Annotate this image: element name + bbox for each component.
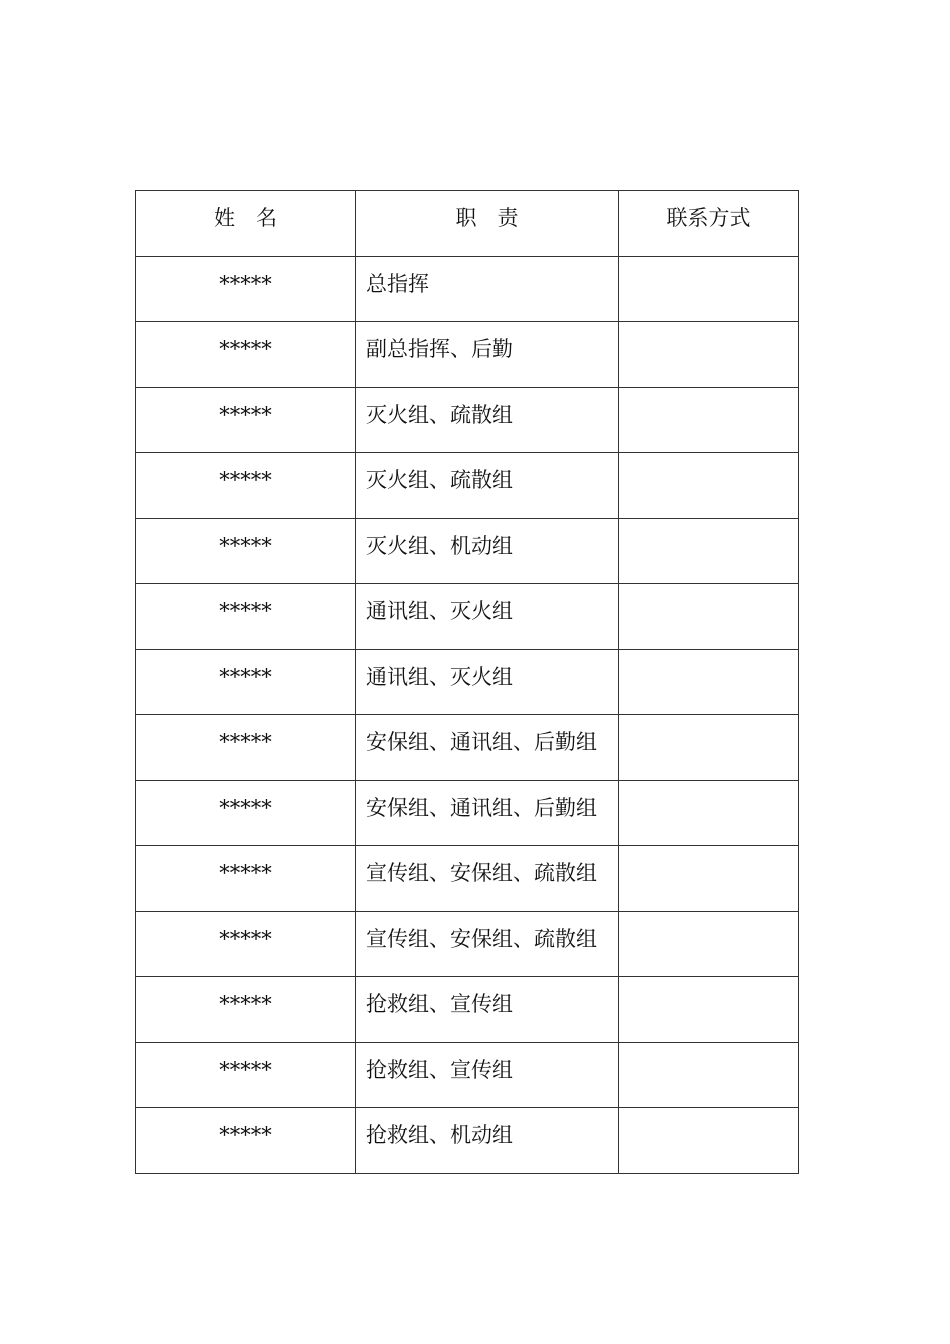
contact-cell bbox=[619, 518, 799, 584]
name-value: ***** bbox=[219, 861, 272, 885]
contact-cell bbox=[619, 846, 799, 912]
name-value: ***** bbox=[219, 271, 272, 296]
name-value: ***** bbox=[219, 468, 272, 492]
table-row bbox=[136, 1042, 799, 1108]
table-row bbox=[136, 256, 799, 322]
name-value: ***** bbox=[219, 664, 272, 689]
duty-value: 通讯组、灭火组 bbox=[366, 664, 513, 689]
contact-cell bbox=[619, 977, 799, 1043]
table-row bbox=[136, 715, 799, 781]
header-contact bbox=[619, 191, 799, 257]
name-value: ***** bbox=[219, 402, 272, 427]
contact-value bbox=[619, 1108, 798, 1122]
contact-value bbox=[619, 322, 798, 336]
contact-cell bbox=[619, 387, 799, 453]
duty-cell bbox=[356, 846, 619, 912]
contact-cell bbox=[619, 715, 799, 781]
name-value: ***** bbox=[219, 337, 272, 361]
name-value: ***** bbox=[219, 1123, 272, 1147]
duty-value: 灭火组、疏散组 bbox=[366, 468, 513, 492]
table-row bbox=[136, 911, 799, 977]
name-value: ***** bbox=[219, 533, 272, 558]
name-cell bbox=[136, 1042, 356, 1108]
name-cell bbox=[136, 780, 356, 846]
contact-value bbox=[619, 257, 798, 271]
name-value: ***** bbox=[219, 926, 272, 951]
table-row bbox=[136, 518, 799, 584]
contact-value bbox=[619, 584, 798, 598]
name-cell bbox=[136, 518, 356, 584]
header-name-label: 姓 名 bbox=[214, 206, 277, 230]
name-cell bbox=[136, 387, 356, 453]
duty-value: 安保组、通讯组、后勤组 bbox=[366, 795, 597, 820]
duty-cell bbox=[356, 977, 619, 1043]
table-row bbox=[136, 649, 799, 715]
duty-cell bbox=[356, 322, 619, 388]
duty-cell bbox=[356, 715, 619, 781]
contact-cell bbox=[619, 322, 799, 388]
duty-cell bbox=[356, 518, 619, 584]
contact-value bbox=[619, 650, 798, 664]
contact-value bbox=[619, 453, 798, 467]
duty-value: 灭火组、疏散组 bbox=[366, 402, 513, 427]
duty-cell bbox=[356, 584, 619, 650]
name-cell bbox=[136, 322, 356, 388]
contact-cell bbox=[619, 911, 799, 977]
duty-value: 抢救组、宣传组 bbox=[366, 1057, 513, 1082]
duty-value: 宣传组、安保组、疏散组 bbox=[366, 926, 597, 951]
duty-cell bbox=[356, 256, 619, 322]
duty-value: 安保组、通讯组、后勤组 bbox=[366, 730, 597, 754]
table-row bbox=[136, 322, 799, 388]
table-row bbox=[136, 453, 799, 519]
table-row bbox=[136, 780, 799, 846]
duty-cell bbox=[356, 1108, 619, 1174]
duty-cell bbox=[356, 1042, 619, 1108]
duty-cell bbox=[356, 780, 619, 846]
table-body bbox=[136, 256, 799, 1173]
name-cell bbox=[136, 1108, 356, 1174]
name-cell bbox=[136, 715, 356, 781]
contact-cell bbox=[619, 453, 799, 519]
contact-value bbox=[619, 846, 798, 860]
header-duty bbox=[356, 191, 619, 257]
contact-value bbox=[619, 388, 798, 402]
name-value: ***** bbox=[219, 992, 272, 1016]
name-cell bbox=[136, 584, 356, 650]
duty-value: 总指挥 bbox=[366, 271, 429, 296]
contact-cell bbox=[619, 1042, 799, 1108]
name-value: ***** bbox=[219, 795, 272, 820]
header-name bbox=[136, 191, 356, 257]
name-cell bbox=[136, 453, 356, 519]
table-row bbox=[136, 387, 799, 453]
contact-cell bbox=[619, 256, 799, 322]
name-value: ***** bbox=[219, 1057, 272, 1082]
duty-cell bbox=[356, 649, 619, 715]
header-contact-label: 联系方式 bbox=[666, 206, 751, 230]
contact-cell bbox=[619, 1108, 799, 1174]
table-row bbox=[136, 1108, 799, 1174]
duty-value: 灭火组、机动组 bbox=[366, 533, 513, 558]
name-cell bbox=[136, 911, 356, 977]
name-cell bbox=[136, 846, 356, 912]
duty-value: 抢救组、机动组 bbox=[366, 1123, 513, 1147]
contact-value bbox=[619, 977, 798, 991]
contact-cell bbox=[619, 780, 799, 846]
table-row bbox=[136, 584, 799, 650]
name-cell bbox=[136, 977, 356, 1043]
duty-value: 通讯组、灭火组 bbox=[366, 599, 513, 623]
contact-cell bbox=[619, 649, 799, 715]
table-row bbox=[136, 846, 799, 912]
contact-value bbox=[619, 1043, 798, 1057]
duty-roster-table bbox=[135, 190, 799, 1174]
table-row bbox=[136, 977, 799, 1043]
duty-value: 宣传组、安保组、疏散组 bbox=[366, 861, 597, 885]
contact-value bbox=[619, 519, 798, 533]
duty-cell bbox=[356, 911, 619, 977]
contact-value bbox=[619, 715, 798, 729]
duty-cell bbox=[356, 453, 619, 519]
name-cell bbox=[136, 649, 356, 715]
contact-value bbox=[619, 781, 798, 795]
name-value: ***** bbox=[219, 599, 272, 623]
duty-value: 副总指挥、后勤 bbox=[366, 337, 513, 361]
table-header-row bbox=[136, 191, 799, 257]
contact-cell bbox=[619, 584, 799, 650]
name-value: ***** bbox=[219, 730, 272, 754]
name-cell bbox=[136, 256, 356, 322]
header-duty-label: 职 责 bbox=[455, 206, 519, 230]
duty-value: 抢救组、宣传组 bbox=[366, 992, 513, 1016]
contact-value bbox=[619, 912, 798, 926]
duty-cell bbox=[356, 387, 619, 453]
